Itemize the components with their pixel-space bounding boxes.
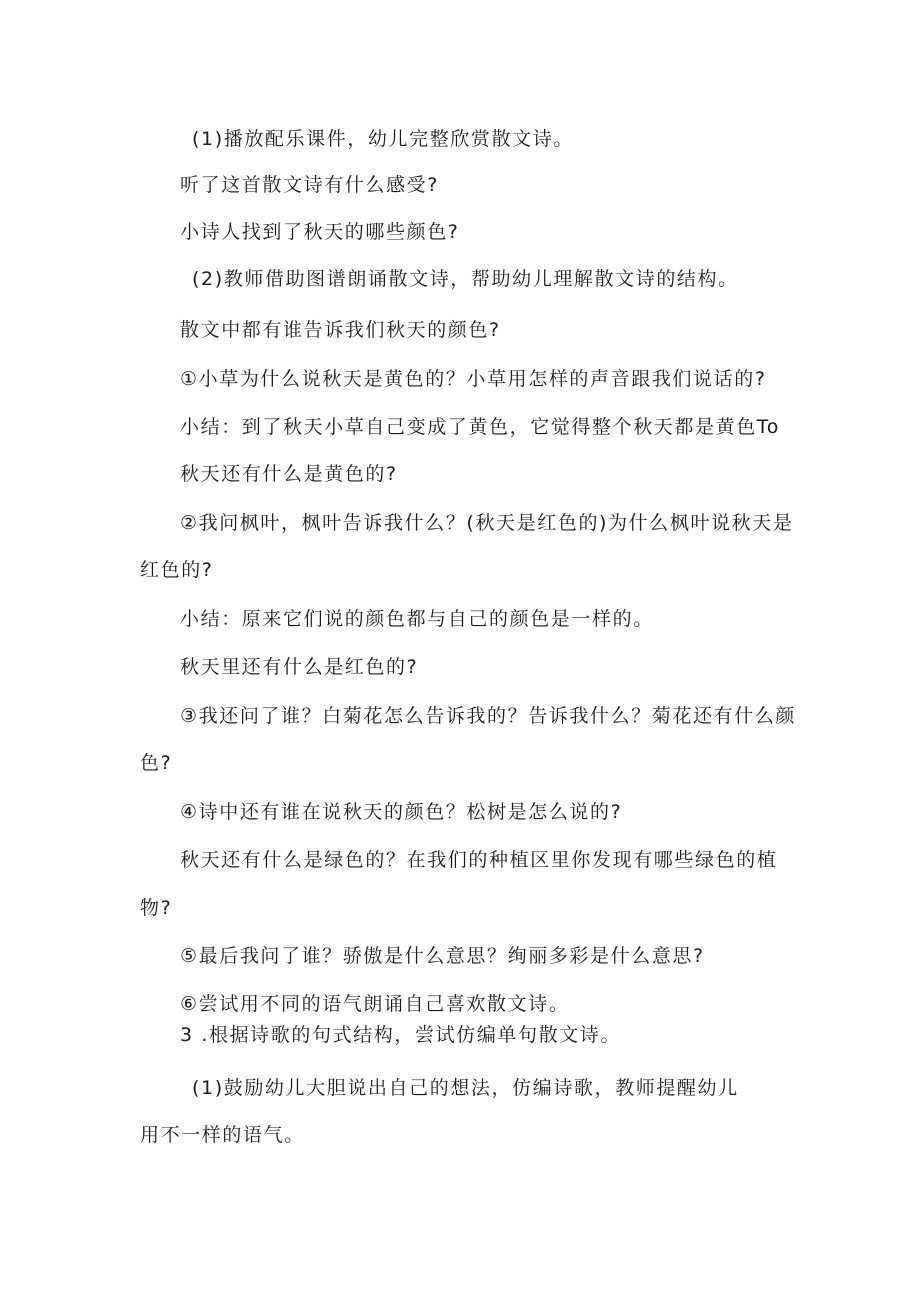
paragraph-line: 小结：原来它们说的颜色都与自己的颜色是一样的。 bbox=[180, 608, 654, 630]
paragraph-line: 物? bbox=[140, 897, 173, 919]
paragraph-line: 秋天里还有什么是红色的? bbox=[180, 656, 419, 678]
paragraph-line: ④诗中还有谁在说秋天的颜色？松树是怎么说的? bbox=[180, 801, 623, 823]
section-heading: 3 .根据诗歌的句式结构，尝试仿编单句散文诗。 bbox=[180, 1024, 621, 1046]
paragraph-line: 小结：到了秋天小草自己变成了黄色，它觉得整个秋天都是黄色To bbox=[180, 416, 781, 438]
paragraph-line: 红色的? bbox=[140, 559, 214, 581]
paragraph-line: ⑤最后我问了谁？骄傲是什么意思？绚丽多彩是什么意思? bbox=[180, 945, 705, 967]
paragraph-line: 秋天还有什么是黄色的? bbox=[180, 463, 398, 485]
paragraph-line: 秋天还有什么是绿色的？在我们的种植区里你发现有哪些绿色的植 bbox=[180, 849, 778, 871]
paragraph-line: 色? bbox=[140, 752, 173, 774]
paragraph-line: ③我还问了谁？白菊花怎么告诉我的？告诉我什么？菊花还有什么颜 bbox=[180, 705, 797, 727]
paragraph-line: ①小草为什么说秋天是黄色的？小草用怎样的声音跟我们说话的? bbox=[180, 368, 767, 390]
paragraph-line: (1)鼓励幼儿大胆说出自己的想法，仿编诗歌，教师提醒幼儿 bbox=[192, 1077, 739, 1099]
paragraph-line: 听了这首散文诗有什么感受? bbox=[180, 174, 439, 196]
paragraph-line: (1)播放配乐课件，幼儿完整欣赏散文诗。 bbox=[192, 128, 574, 150]
paragraph-line: ②我问枫叶，枫叶告诉我什么？(秋天是红色的)为什么枫叶说秋天是 bbox=[180, 512, 794, 534]
paragraph-line: 散文中都有谁告诉我们秋天的颜色? bbox=[180, 319, 501, 341]
paragraph-line: 用不一样的语气。 bbox=[140, 1124, 305, 1146]
paragraph-line: ⑥尝试用不同的语气朗诵自己喜欢散文诗。 bbox=[180, 993, 570, 1015]
paragraph-line: 小诗人找到了秋天的哪些颜色? bbox=[180, 221, 460, 243]
paragraph-line: (2)教师借助图谱朗诵散文诗，帮助幼儿理解散文诗的结构。 bbox=[192, 268, 739, 290]
